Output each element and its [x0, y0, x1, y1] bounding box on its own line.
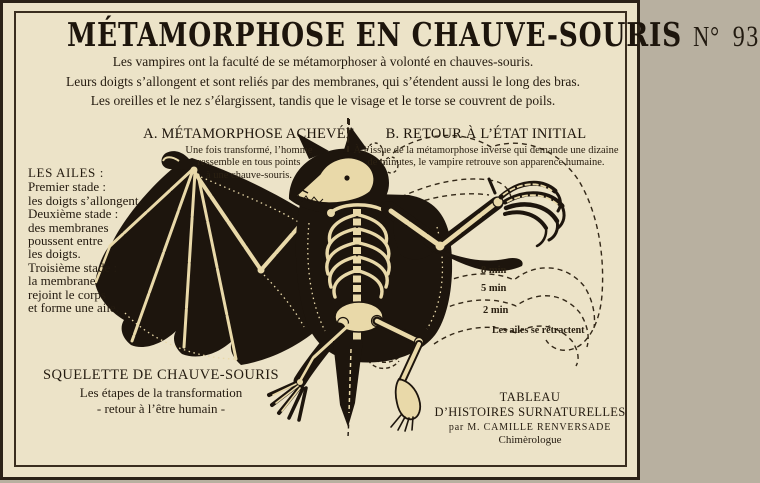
stage-label-2min: 2 min [483, 305, 509, 316]
page-title: MÉTAMORPHOSE EN CHAUVE-SOURIS [67, 15, 682, 54]
plate-number-sign: N° [693, 22, 720, 53]
series-credit [423, 390, 637, 446]
section-b-description: À l’issue de la métamorphose inverse qui demande une dizaine de minutes, le vampire retrouve son apparence humaine. [353, 145, 619, 169]
stage-label-8min: 8 min [481, 265, 507, 276]
wings-stages-note: LES AILES : Premier stade : les doigts s’allongent. Deuxième stade : des membranes poussent entre les doigts. Troisième stade : la membrane rejoint le corps et forme une aile. [28, 166, 163, 314]
credit-author-title: Chimèrologue [498, 434, 562, 446]
credit-author: par M. CAMILLE RENVERSADE [448, 422, 612, 433]
credit-series-line1: TABLEAU [499, 390, 561, 404]
caption-title: SQUELETTE DE CHAUVE-SOURIS [43, 367, 279, 383]
section-a-heading: A. MÉTAMORPHOSE ACHEVÉE [143, 126, 355, 142]
intro-line: Leurs doigts s’allongent et sont reliés par des membranes, qui s’étendent aussi le long des bras. [65, 73, 580, 89]
credit-series-line2: D’HISTOIRES SURNATURELLES [434, 405, 626, 419]
figure-caption [41, 367, 281, 417]
section-a-description: Une fois transformé, l’homme ressemble en tous points à une chauve-souris. [185, 145, 313, 181]
intro-line: Les oreilles et le nez s’élargissent, tandis que le visage et le torse se couvrent de poils. [90, 93, 556, 108]
intro-line: Les vampires ont la faculté de se métamorphoser à volonté en chauves-souris. [112, 54, 534, 69]
right-arm [389, 179, 564, 271]
section-b-heading: B. RETOUR À L’ÉTAT INITIAL [385, 126, 587, 142]
stage-label-retract: Les ailes se rétractent [492, 325, 585, 336]
plate-number: 93 [732, 20, 760, 53]
caption-subtitle: Les étapes de la transformation [79, 385, 243, 400]
tail-membrane [333, 341, 363, 437]
intro-paragraph [3, 52, 643, 111]
plate-header [67, 15, 760, 54]
caption-note: - retour à l’être humain - [96, 401, 226, 416]
wings-note-heading: LES AILES : [28, 165, 104, 180]
human-foot [396, 379, 420, 419]
stage-label-5min: 5 min [481, 283, 507, 294]
skeletal-hand [489, 179, 564, 246]
section-b-retour-etat-initial [348, 126, 624, 170]
